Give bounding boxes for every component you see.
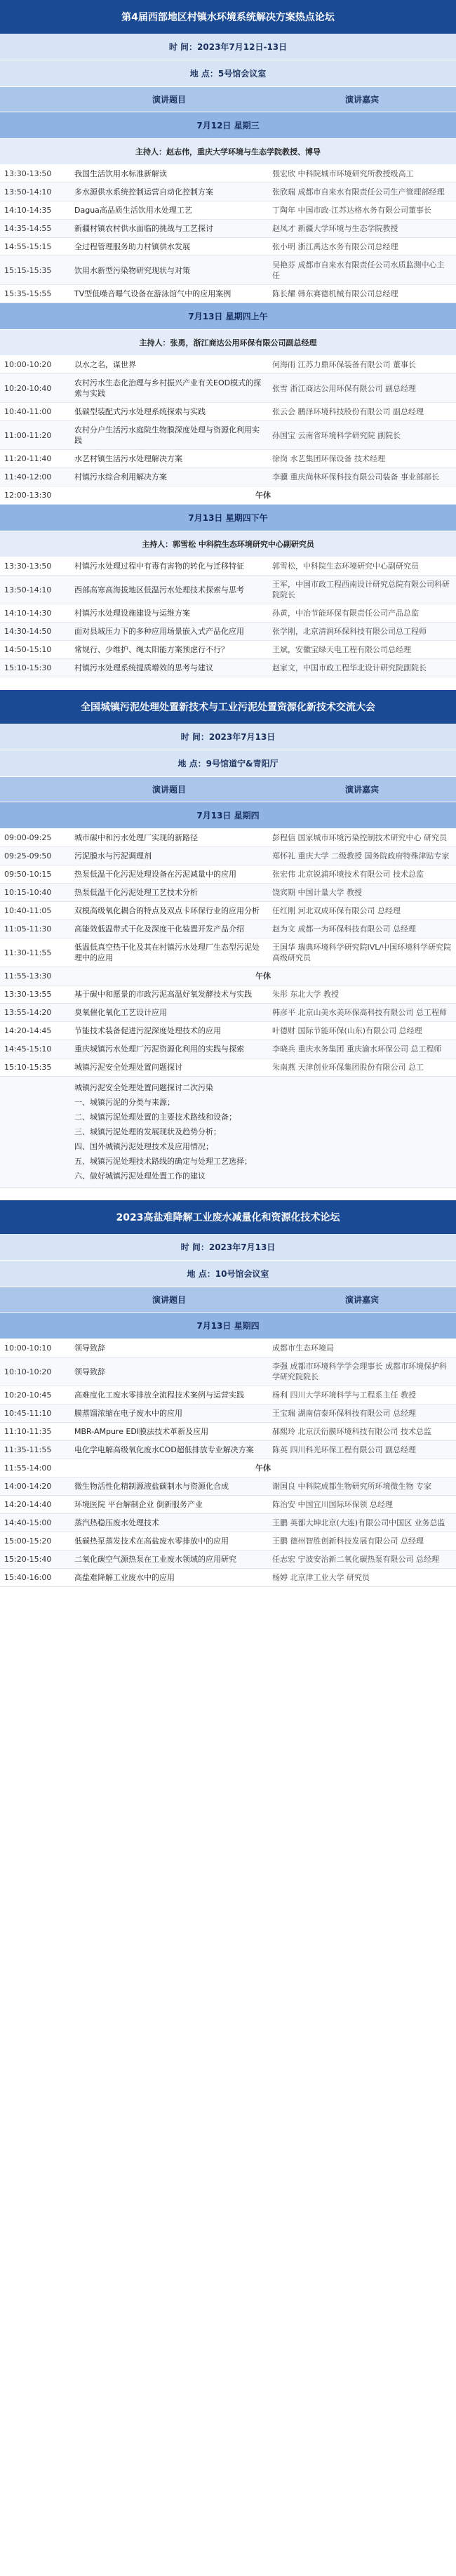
section-gap (0, 677, 456, 690)
table-row (0, 847, 456, 865)
row-topic: 节能技术装备促进污泥深度处理技术的应用 (74, 1026, 221, 1035)
row-break: 午休 (255, 971, 271, 981)
row-topic: 高盐难降解工业废水中的应用 (74, 1573, 175, 1582)
row-topic: 常规行、少维护、绳太阳能方案预虑行不行？ (74, 645, 229, 654)
row-topic: 村镇污水处理设施建设与运维方案 (74, 609, 190, 618)
table-row (0, 641, 456, 659)
row-time: 11:30-11:55 (4, 948, 52, 957)
row-topic: 领导致辞 (74, 1367, 105, 1376)
row-time: 10:00-10:20 (4, 360, 52, 369)
row-topic: 热泵低温干化污泥处理设备在污泥减量中的应用 (74, 870, 236, 879)
row-time: 11:55-14:00 (4, 1463, 52, 1473)
table-row (0, 450, 456, 468)
table-row (0, 920, 456, 938)
day-label: 7月13日 星期四下午 (0, 505, 456, 531)
row-speaker: 王斌，安徽宝绿天电工程有限公司总经理 (272, 645, 411, 654)
table-row (0, 1459, 456, 1478)
row-speaker: 张宏伟 北京锐浦环境技术有限公司 技术总监 (272, 870, 424, 879)
table-row (0, 486, 456, 505)
row-time: 10:15-10:40 (4, 888, 52, 897)
table-row (0, 1357, 456, 1386)
row-topic: 村镇污水综合利用解决方案 (74, 472, 167, 482)
list-item: 六、做好城镇污泥处理处置工作的建议 (74, 1171, 206, 1181)
header-topic: 演讲题目 (152, 95, 186, 105)
table-row (0, 604, 456, 623)
row-speaker: 张欣瑞 成都市自来水有限责任公司生产管理部经理 (272, 187, 445, 197)
table-row (0, 938, 456, 967)
row-topic: 水艺村镇生活污水处理解决方案 (74, 454, 182, 463)
header-time (0, 777, 70, 802)
row-speaker: 张学刚，北京清润环保科技有限公司总工程师 (272, 627, 427, 636)
row-time: 15:35-15:55 (4, 289, 52, 298)
agenda-section (0, 0, 456, 677)
row-topic: 电化学电解高级氧化废水COD超低排放专业解决方案 (74, 1445, 254, 1454)
table-row (0, 1058, 456, 1077)
row-time: 10:40-11:05 (4, 906, 52, 915)
table-row (0, 1478, 456, 1496)
row-speaker: 王鹏 德州智胜创新科技发展有限公司 总经理 (272, 1536, 424, 1546)
row-time: 15:10-15:30 (4, 663, 52, 672)
row-speaker: 张雪 浙江商达公用环保有限公司 副总经理 (272, 383, 416, 393)
host-line: 主持人：张勇，浙江商达公用环保有限公司副总经理 (0, 330, 456, 356)
list-item: 三、城镇污泥处理的发展现状及趋势分析； (74, 1127, 221, 1136)
day-label: 7月12日 星期三 (0, 112, 456, 139)
table-row (0, 374, 456, 403)
row-time: 15:15-15:35 (4, 265, 52, 275)
table-row (0, 201, 456, 220)
host-line: 主持人：赵志伟，重庆大学环境与生态学院教授、博导 (0, 139, 456, 165)
row-speaker: 任红刚 河北双成环保有限公司 总经理 (272, 906, 401, 915)
row-time: 14:20-14:45 (4, 1026, 52, 1035)
row-speaker: 陈英 四川科光环保工程有限公司 副总经理 (272, 1445, 416, 1454)
row-topic: 城市碳中和污水处理厂实现的新路径 (74, 833, 198, 842)
table-header (0, 87, 456, 112)
list-intro: 城镇污泥安全处理处置问题探讨二次污染 (74, 1083, 213, 1092)
row-time: 15:20-15:40 (4, 1555, 52, 1564)
table-row (0, 985, 456, 1004)
section-time: 时 间：2023年7月13日 (0, 724, 456, 750)
row-topic: 双模高级氧化耦合的特点及双点卡环保行业的应用分析 (74, 906, 260, 915)
row-speaker: 丁陶年 中国市政·江苏达格水务有限公司董事长 (272, 206, 431, 215)
row-time: 14:30-14:50 (4, 627, 52, 636)
row-speaker: 陈治安 中国宜川国际环保领 总经理 (272, 1500, 393, 1509)
row-topic: 以水之名，谋世界 (74, 360, 136, 369)
row-speaker: 赵家文，中国市政工程华北设计研究院副院长 (272, 663, 427, 672)
row-speaker: 張宏欣 中科院城市环境研究所教授级高工 (272, 169, 414, 178)
table-row (0, 421, 456, 450)
table-row (0, 238, 456, 256)
table-row (0, 356, 456, 374)
row-time: 09:50-10:15 (4, 870, 52, 879)
row-topic: 农村污水生态化治理与乡村振兴产业有关EOD模式的探索与实践 (74, 378, 262, 398)
row-speaker: 张小明 浙江禹达水务有限公司总经理 (272, 242, 398, 251)
table-row (0, 1423, 456, 1441)
section-time: 时 间：2023年7月12日-13日 (0, 34, 456, 60)
row-speaker (268, 1129, 456, 1136)
row-topic: 饮用水新型污染物研究现状与对策 (74, 265, 190, 275)
table-row (0, 576, 456, 604)
row-time: 11:35-11:55 (4, 1445, 52, 1454)
table-row-list (0, 1077, 456, 1188)
row-speaker: 朱南燕 天津创业环保集团股份有限公司 总工 (272, 1063, 424, 1072)
section-title: 第4届西部地区村镇水环境系统解决方案热点论坛 (0, 0, 456, 34)
row-time: 11:55-13:30 (4, 971, 52, 981)
row-topic: 低温低真空热干化及其在村镇污水处理厂生态型污泥处理中的应用 (74, 943, 260, 962)
row-time: 11:10-11:35 (4, 1427, 52, 1436)
row-time: 14:10-14:30 (4, 609, 52, 618)
row-topic: 农村分户生活污水庭院生物膜深度处理与资源化利用实践 (74, 425, 260, 445)
row-speaker: 王军，中国市政工程西南设计研究总院有限公司科研院院长 (272, 580, 450, 599)
row-topic: 膜蒸馏浓缩在电子废水中的应用 (74, 1409, 182, 1418)
row-time: 11:00-11:20 (4, 430, 52, 440)
row-topic: 污泥膜水与污泥调理剂 (74, 851, 152, 861)
row-time: 13:30-13:50 (4, 169, 52, 178)
table-row (0, 165, 456, 183)
row-time: 14:40-15:00 (4, 1518, 52, 1527)
row-topic: 面对县域压力下的多种应用场景嵌入式产品化应用 (74, 627, 244, 636)
section-gap (0, 1188, 456, 1200)
row-topic: 全过程管理服务助力村镇供水发展 (74, 242, 190, 251)
agenda-section (0, 690, 456, 1188)
list-item: 四、国外城镇污泥处理技术及应用情况； (74, 1142, 213, 1151)
list-item: 二、城镇污泥处理处置的主要技术路线和设备； (74, 1113, 236, 1122)
table-row (0, 285, 456, 303)
row-time: 14:45-15:10 (4, 1044, 52, 1054)
schedule-table (0, 356, 456, 505)
list-item: 一、城镇污泥的分类与来源； (74, 1098, 175, 1107)
table-row (0, 1339, 456, 1357)
row-time: 10:20-10:40 (4, 383, 52, 393)
row-time: 14:10-14:35 (4, 206, 52, 215)
table-row (0, 1569, 456, 1587)
row-topic: 高难度化工废水零排放全流程技术案例与运营实践 (74, 1390, 244, 1400)
row-topic: 新疆村镇农村供水面临的挑战与工艺探讨 (74, 224, 213, 233)
table-header (0, 1287, 456, 1313)
row-speaker: 郝熙玲 北京沃衍膜环境科技有限公司 技术总监 (272, 1427, 431, 1436)
section-place: 地 点：5号馆会议室 (0, 60, 456, 87)
row-speaker: 王国华 瑞典环境科学研究院IVL/中国环境科学研究院 高级研究员 (272, 943, 452, 962)
table-header (0, 777, 456, 802)
row-speaker: 彭程信 国家城市环境污染控制技术研究中心 研究员 (272, 833, 447, 842)
row-time: 15:10-15:35 (4, 1063, 52, 1072)
row-topic: 高能效低温带式干化及深度干化装置开发产品介绍 (74, 924, 244, 934)
row-time: 11:05-11:30 (4, 924, 52, 934)
table-row (0, 1386, 456, 1405)
row-time: 14:00-14:20 (4, 1482, 52, 1491)
row-speaker: 王宝瑞 湖南信泰环保科技有限公司 总经理 (272, 1409, 416, 1418)
header-topic: 演讲题目 (152, 785, 186, 795)
row-topic: 低碳热泵蒸发技术在高盐废水零排放中的应用 (74, 1536, 229, 1546)
row-topic: 环境医院 平台解制企业 倒新服务产业 (74, 1500, 203, 1509)
row-speaker: 孙国宝 云南省环境科学研究院 副院长 (272, 430, 401, 440)
row-topic: 低碳型装配式污水处理系统探索与实践 (74, 407, 206, 416)
row-time: 10:00-10:10 (4, 1343, 52, 1353)
schedule-table (0, 557, 456, 677)
row-speaker: 郑怀礼 重庆大学 二级教授 国务院政府特殊津贴专家 (272, 851, 450, 861)
row-time: 15:00-15:20 (4, 1536, 52, 1546)
row-time: 10:20-10:45 (4, 1390, 52, 1400)
host-line: 主持人：郭雪松 中科院生态环境研究中心副研究员 (0, 531, 456, 557)
row-time: 14:20-14:40 (4, 1500, 52, 1509)
header-speaker: 演讲嘉宾 (344, 95, 379, 105)
table-row (0, 1405, 456, 1423)
row-topic: 村镇污水处理过程中有毒有害物的转化与迁移特征 (74, 562, 244, 571)
row-speaker: 郭雪松，中科院生态环境研究中心副研究员 (272, 562, 419, 571)
row-topic: 西部高寒高海拔地区低温污水处理技术探索与思考 (74, 585, 244, 595)
table-row (0, 1551, 456, 1569)
table-row (0, 468, 456, 486)
schedule-table (0, 1339, 456, 1587)
table-row (0, 1004, 456, 1022)
row-time: 09:25-09:50 (4, 851, 52, 861)
row-topic: 城镇污泥安全处理处置问题探讨 (74, 1063, 182, 1072)
row-time: 13:30-13:50 (4, 562, 52, 571)
table-row (0, 1514, 456, 1532)
row-time: 13:50-14:10 (4, 585, 52, 595)
row-topic: 微生物活性化精制源液盐碳制水与资源化合成 (74, 1482, 229, 1491)
row-topic: 热泵低温干化污泥处理工艺技术分析 (74, 888, 198, 897)
row-speaker: 王鹏 英都大坤北京(大连)有限公司中国区 业务总监 (272, 1518, 445, 1527)
table-row (0, 1022, 456, 1040)
day-label: 7月13日 星期四 (0, 1313, 456, 1339)
row-speaker: 李骥 重庆尚林环保科技有限公司装备 事业部部长 (272, 472, 439, 482)
section-place: 地 点：10号馆会议室 (0, 1261, 456, 1287)
table-row (0, 220, 456, 238)
row-speaker: 朱彤 东北大学 教授 (272, 990, 339, 999)
section-title: 2023高盐难降解工业废水减量化和资源化技术论坛 (0, 1200, 456, 1234)
row-speaker: 杨利 四川大学环境科学与工程系主任 教授 (272, 1390, 416, 1400)
row-speaker: 赵凤才 新疆大学环境与生态学院教授 (272, 224, 398, 233)
header-speaker: 演讲嘉宾 (344, 1295, 379, 1305)
section-title: 全国城镇污泥处理处置新技术与工业污泥处置资源化新技术交流大会 (0, 690, 456, 724)
row-topic: 多水源供水系统控制运营自动化控制方案 (74, 187, 213, 197)
row-speaker: 何海雨 江苏力鼎环保装备有限公司 董事长 (272, 360, 416, 369)
row-time: 10:40-11:00 (4, 407, 52, 416)
row-topic: 基于碳中和愿景的市政污泥高温好氧发酵技术与实践 (74, 990, 252, 999)
row-break: 午休 (255, 1463, 271, 1473)
row-speaker: 吴艳芬 成都市自来水有限责任公司水质监测中心主任 (272, 260, 445, 280)
row-speaker: 杨婷 北京津工业大学 研究员 (272, 1573, 370, 1582)
row-speaker: 徐岗 水艺集团环保设备 技术经理 (272, 454, 385, 463)
row-speaker: 陈长耀 韩东赛德机械有限公司总经理 (272, 289, 398, 298)
row-break: 午休 (255, 491, 271, 500)
row-speaker: 李强 成都市环境科学学会理事长 成都市环境保护科学研究院院长 (272, 1362, 447, 1381)
header-time (0, 1287, 70, 1312)
row-speaker: 饶宾期 中国计量大学 教授 (272, 888, 362, 897)
header-topic: 演讲题目 (152, 1295, 186, 1305)
row-speaker: 成都市生态环境局 (272, 1343, 334, 1353)
row-topic: Dagua高品质生活饮用水处理工艺 (74, 206, 192, 215)
day-label: 7月13日 星期四 (0, 802, 456, 829)
section-time: 时 间：2023年7月13日 (0, 1234, 456, 1261)
agenda-section (0, 1200, 456, 1587)
row-time: 13:50-14:10 (4, 187, 52, 197)
row-topic: TV型低噪音曝气设备在游泳馆气中的应用案例 (74, 289, 232, 298)
table-row (0, 1532, 456, 1551)
row-topic: 蒸汽热稳压废水处理技术 (74, 1518, 159, 1527)
row-time: 09:00-09:25 (4, 833, 52, 842)
row-topic: 重庆城镇污水处理厂污泥资源化利用的实践与探索 (74, 1044, 244, 1054)
table-row (0, 403, 456, 421)
row-speaker: 赵为文 成都一为环保科技有限公司 总经理 (272, 924, 416, 934)
header-time (0, 87, 70, 112)
row-topic-list (70, 1077, 268, 1187)
header-speaker: 演讲嘉宾 (344, 785, 379, 795)
day-label: 7月13日 星期四上午 (0, 303, 456, 330)
table-row (0, 256, 456, 285)
table-row (0, 902, 456, 920)
table-row (0, 659, 456, 677)
table-row (0, 557, 456, 576)
row-time: 14:35-14:55 (4, 224, 52, 233)
row-speaker: 韩彦平 北京山美水美环保高科技有限公司 总工程师 (272, 1008, 447, 1017)
row-speaker: 叶德财 国际节能环保(山东)有限公司 总经理 (272, 1026, 422, 1035)
row-speaker: 任志宏 宁波安治新二氧化碳热泵有限公司 总经理 (272, 1555, 439, 1564)
row-speaker: 谢国良 中科院成都生物研究所环境微生物 专家 (272, 1482, 431, 1491)
row-topic: 我国生活饮用水标准新解读 (74, 169, 167, 178)
table-row (0, 1040, 456, 1058)
row-time: 14:50-15:10 (4, 645, 52, 654)
row-time: 12:00-13:30 (4, 491, 52, 500)
schedule-table (0, 165, 456, 303)
row-topic: 臭氧催化氧化工艺设计应用 (74, 1008, 167, 1017)
table-row (0, 183, 456, 201)
row-time: 10:10-10:20 (4, 1367, 52, 1376)
table-row (0, 1496, 456, 1514)
row-time (0, 1129, 70, 1136)
list-item: 五、城镇污泥处理技术路线的确定与处理工艺选择； (74, 1157, 252, 1166)
row-time: 15:40-16:00 (4, 1573, 52, 1582)
section-place: 地 点：9号馆道宁&青阳厅 (0, 750, 456, 777)
row-speaker: 李晓兵 重庆水务集团 重庆渝水环保公司 总工程师 (272, 1044, 442, 1054)
row-topic: 村镇污水处理系统提质增效的思考与建议 (74, 663, 213, 672)
row-topic: 二氧化碳空气源热泵在工业废水领域的应用研究 (74, 1555, 236, 1564)
row-time: 13:30-13:55 (4, 990, 52, 999)
row-time: 14:55-15:15 (4, 242, 52, 251)
table-row (0, 967, 456, 985)
table-row (0, 884, 456, 902)
schedule-table (0, 829, 456, 1188)
row-topic: MBR-AMpure EDI膜法技术革新及应用 (74, 1427, 209, 1436)
row-time: 11:20-11:40 (4, 454, 52, 463)
table-row (0, 865, 456, 884)
table-row (0, 829, 456, 847)
row-speaker: 孙黄，中冶节能环保有限责任公司产品总监 (272, 609, 419, 618)
table-row (0, 1441, 456, 1459)
row-time: 13:55-14:20 (4, 1008, 52, 1017)
table-row (0, 623, 456, 641)
row-topic: 领导致辞 (74, 1343, 105, 1353)
row-time: 10:45-11:10 (4, 1409, 52, 1418)
row-time: 11:40-12:00 (4, 472, 52, 482)
row-speaker: 张云会 鹏泽环境科技股份有限公司 副总经理 (272, 407, 424, 416)
